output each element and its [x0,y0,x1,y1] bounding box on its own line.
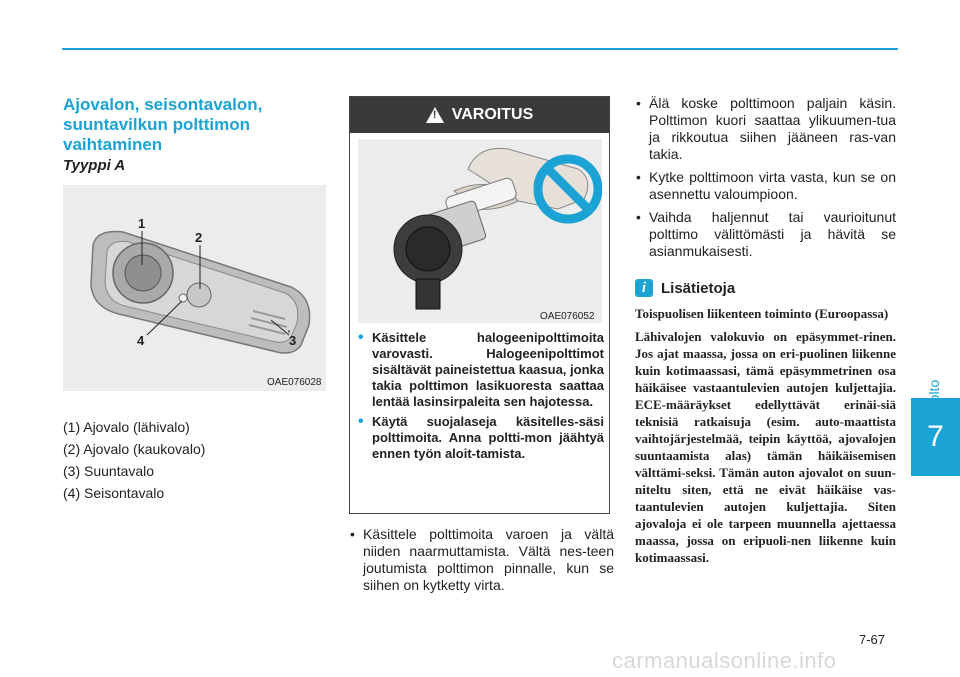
list-item: (4) Seisontavalo [63,485,165,501]
list-item: (1) Ajovalo (lähivalo) [63,419,190,435]
section-title: Ajovalon, seisontavalon, suuntavilkun polttimon vaihtaminen [63,95,263,154]
info-text [635,305,896,572]
list-item: • Käsittele halogeenipolttimoita varovasti. Halogeenipolttimot sisältävät paineistettua kaasua, jonka takia polttimon lasikuoresta saattaa lentää lasinsirpaleita sen hajotessa. [358,330,604,410]
info-icon: i [635,279,653,297]
bulb-illustration [358,139,602,323]
info-heading: Toispuolisen liikenteen toiminto (Euroopassa) [635,306,889,321]
page-number: 7-67 [859,632,886,647]
headlamp-figure [63,185,326,391]
list-item: • Käytä suojalaseja käsitelles-säsi polttimoita. Anna poltti-mon jäähtyä ennen työn aloit-tamista. [358,414,604,462]
list-item: • Älä koske polttimoon paljain käsin. Polttimon kuori saattaa ylikuumen-tua ja rikkoutua siihen jääneen ras-van takia. [635,95,896,163]
list-item: • Vaihda haljennut tai vaurioitunut polttimo välittömästi ja hävitä se asianmukaisesti. [635,209,896,260]
middle-bullet-list [349,526,614,600]
warning-header [350,97,609,133]
headlamp-illustration [63,185,326,391]
callout-1: 1 [138,216,146,231]
watermark: carmanualsonline.info [612,648,837,673]
top-rule [62,48,898,50]
figure-code: OAE076052 [540,311,595,322]
list-item: (3) Suuntavalo [63,463,155,479]
subtitle: Tyyppi A [63,157,126,174]
info-header [635,279,735,297]
callout-2: 2 [195,230,203,245]
bulb-figure [358,139,602,323]
parts-list [63,416,333,504]
warning-triangle-icon [426,107,444,123]
list-item: (2) Ajovalo (kaukovalo) [63,441,206,457]
figure-code: OAE076028 [267,377,322,388]
warning-box [349,96,610,514]
warning-list [358,330,604,466]
callout-4: 4 [137,333,145,348]
callout-3: 3 [289,333,297,348]
list-item: • Käsittele polttimoita varoen ja vältä niiden naarmuttamista. Vältä nes-teen joutumista polttimon pinnalle, kun se siihen on kytketty virta. [349,526,614,594]
list-item: • Kytke polttimoon virta vasta, kun se on asennettu valoumpioon. [635,169,896,203]
chapter-tab: 7 [911,398,960,476]
info-title: Lisätietoja [661,279,736,297]
right-bullet-list [635,95,896,266]
warning-title: VAROITUS [451,106,534,123]
info-body: Lähivalojen valokuvio on epäsymmet-rinen. Jos ajat maassa, jossa on eri-puolinen liikenne kuin kotimaassasi, tämä epäsymmetrinen osa häikäisee vastaantulevien autojen kuljettajia. ECE-määräykset edellyttävät erinäi-siä teknisiä ratkaisuja (esim. auto-maattista vaihtojärjestelmää, teipin käyttöä, ajovalojen suuntaamista alas) tämän häikäisemisen välttämi-seksi. Tämän auton ajovalot on suun-niteltu siten, että ne eivät häikäise vas-taantulevien autojen kuljettajia. Siten ajovaloja ei ole tarpeen muunnella ajettaessa maassa, jossa on eripuoli-nen liikenne kuin kotimaassasi. [635,329,896,565]
